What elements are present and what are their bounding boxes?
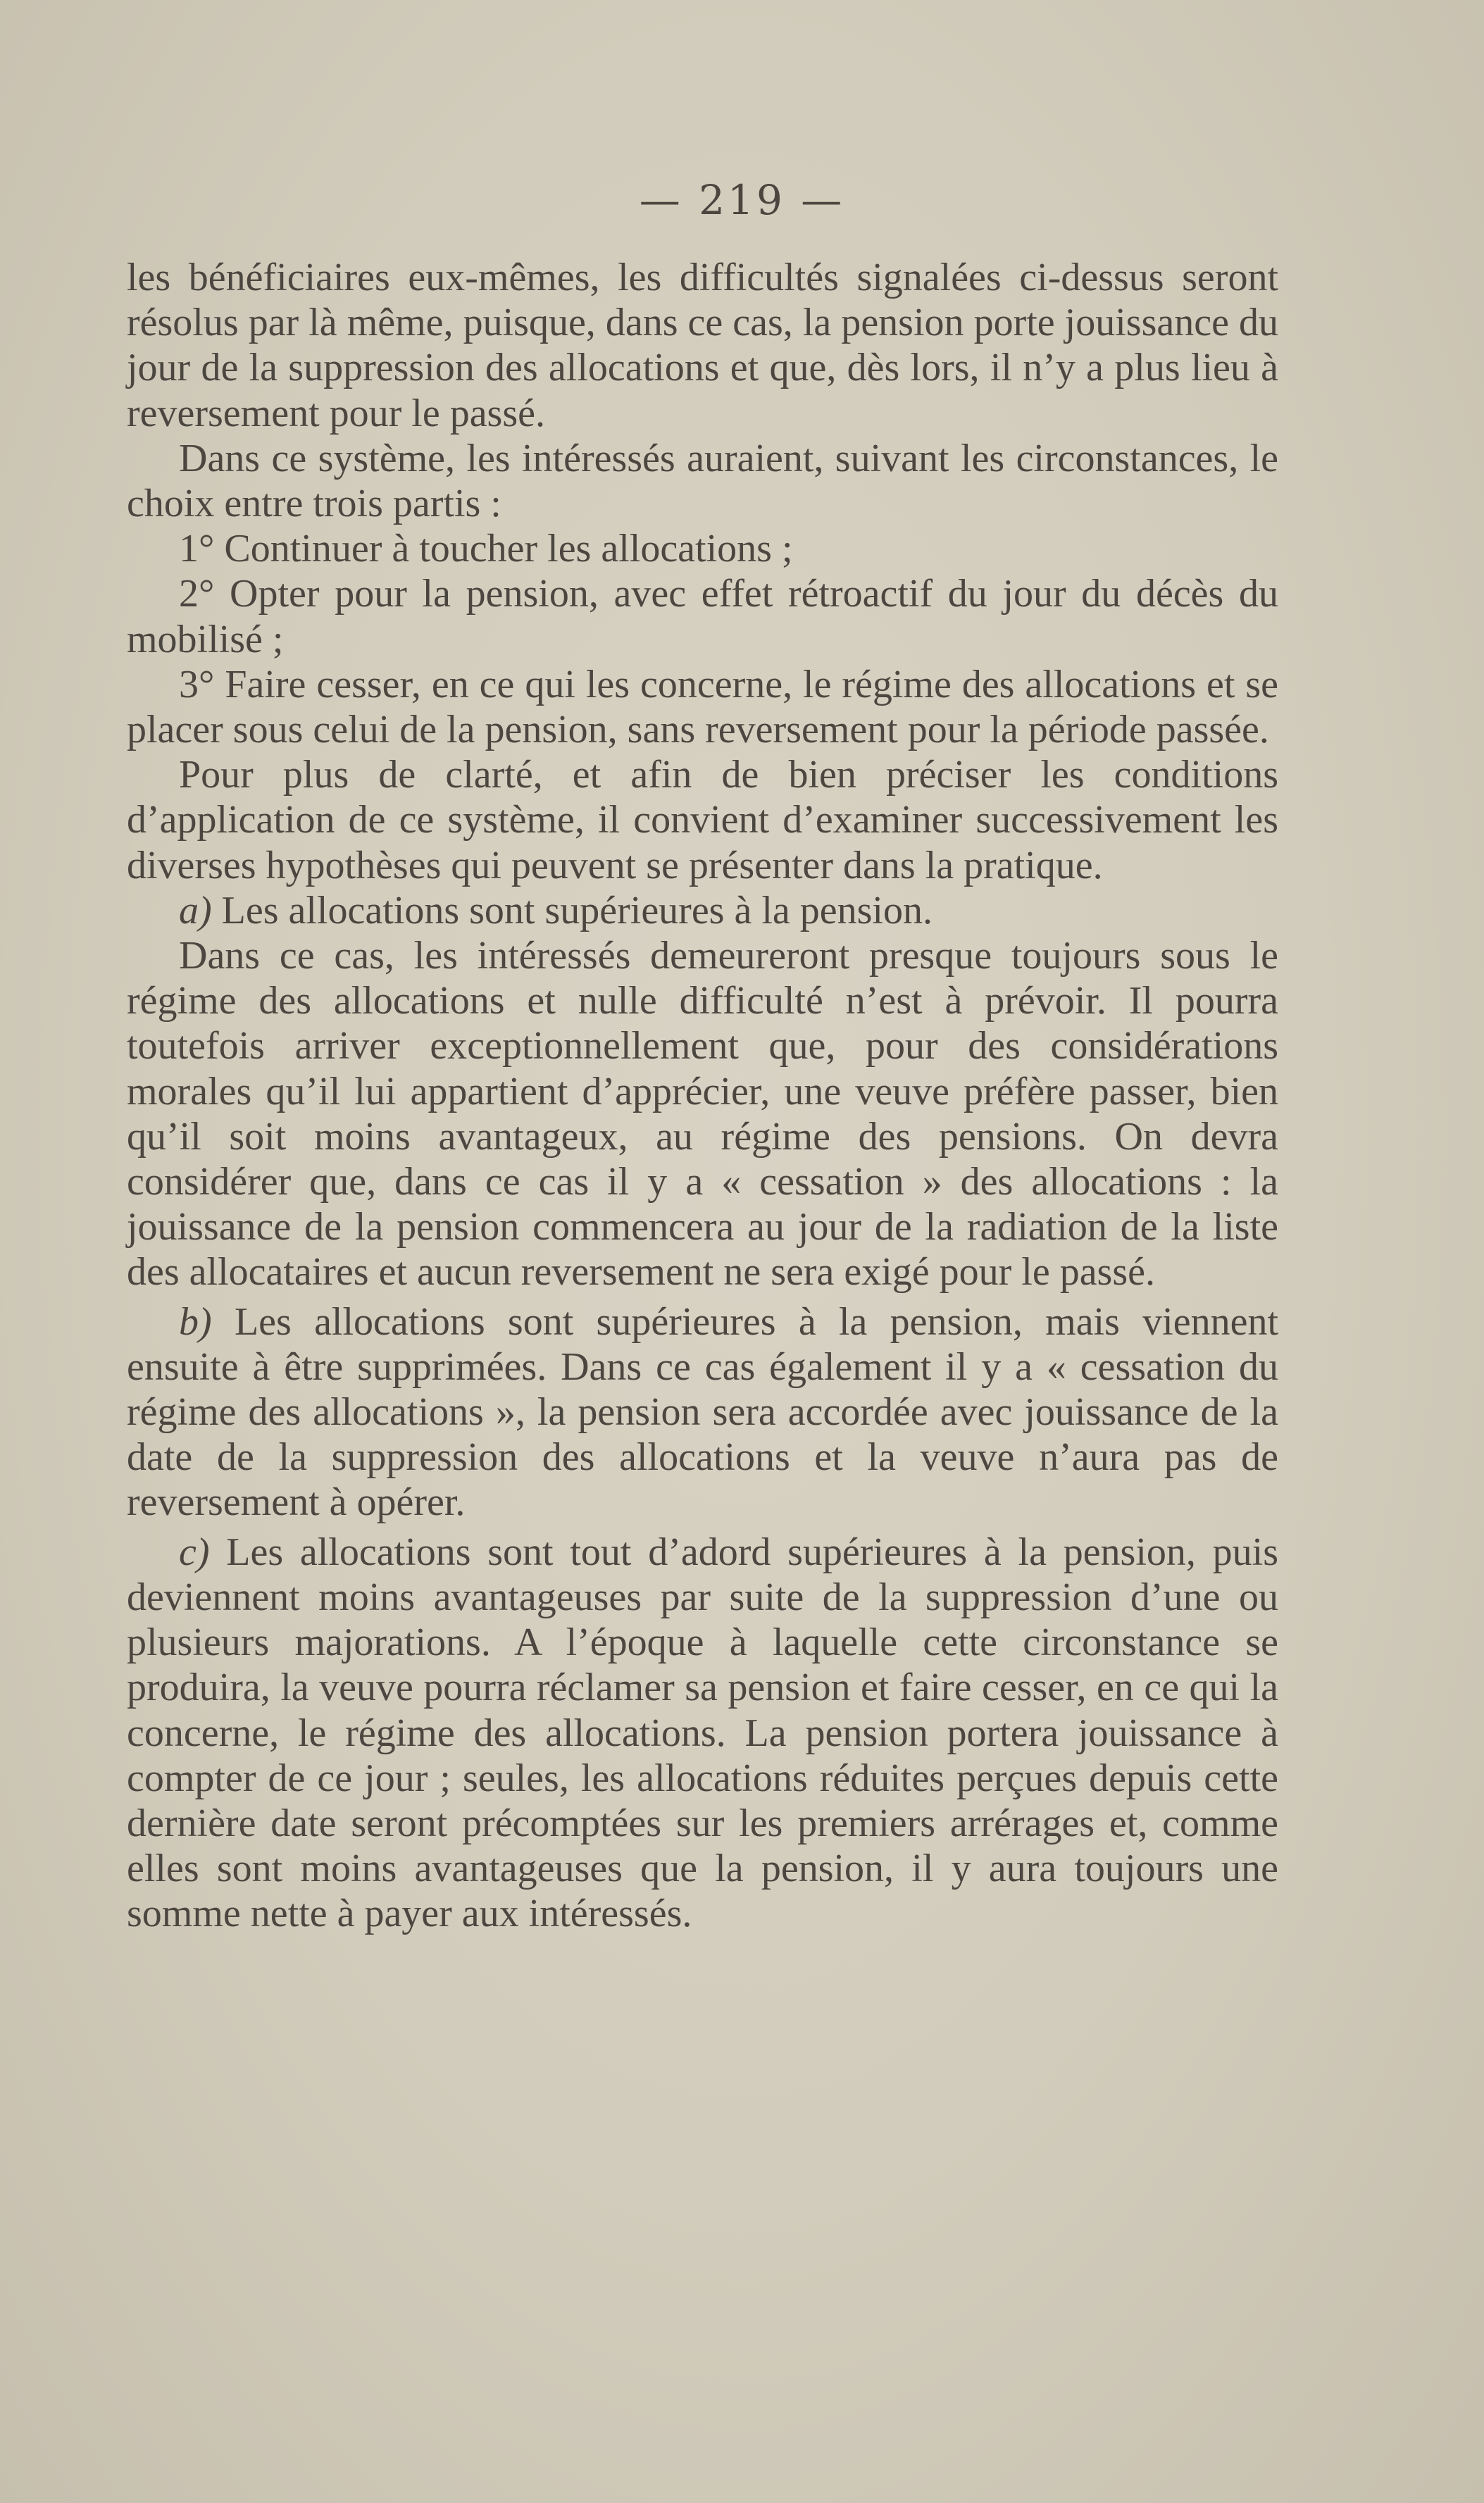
page-number: — 219 — (639, 176, 845, 224)
case-label-b: b) (179, 1299, 212, 1344)
paragraph-text: Les allocations sont supérieures à la pension. (221, 888, 933, 932)
list-item-option-2 (127, 571, 1278, 661)
paragraph-text: Les allocations sont tout d’adord supérieures à la pension, puis deviennent moins avantageuses par suite de la suppression d’une ou plusieurs majorations. A l’époque à laquelle cette circonstance se produira, la veuve pourra réclamer sa pension et faire cesser, en ce qui la concerne, le régime des allocations. La pension portera jouissance à compter de ce jour ; seules, les allocations réduites perçues depuis cette dernière date seront précomptées sur les premiers arrérages et, comme elles sont moins avantageuses que la pension, il y aura toujours une somme nette à payer aux intéressés. (127, 1530, 1279, 1936)
paragraph-choices-intro (127, 436, 1278, 526)
paragraph-text: Dans ce cas, les intéressés demeureront presque toujours sous le régime des allocations et nulle difficulté n’est à prévoir. Il pourra toutefois arriver exceptionnellement que, pour des considérations morales qu’il lui appartient d’apprécier, une veuve préfère passer, bien qu’il soit moins avantageux, au régime des pensions. On devra considérer que, dans ce cas il y a « cessation » des allocations : la jouissance de la pension commencera au jour de la radiation de la liste des allocataires et aucun reversement ne sera exigé pour le passé. (127, 934, 1278, 1294)
body-text (127, 255, 1278, 1937)
paragraph-text: Pour plus de clarté, et afin de bien préciser les conditions d’application de ce système, il convient d’examiner successivement les diverses hypothèses qui peuvent se présenter dans la pratique. (127, 753, 1278, 887)
paragraph-text: Dans ce système, les intéressés auraient, suivant les circonstances, le choix entre trois partis : (127, 436, 1278, 526)
list-item-option-1 (127, 526, 1278, 571)
paragraph-text: 2° Opter pour la pension, avec effet rétroactif du jour du décès du mobilisé ; (127, 572, 1278, 661)
case-b (127, 1299, 1278, 1525)
paragraph-text: Les allocations sont supérieures à la pension, mais viennent ensuite à être supprimées. Dans ce cas également il y a « cessation du régime des allocations », la pension sera accordée avec jouissance de la date de la suppression des allocations et la veuve n’aura pas de reversement à opérer. (127, 1299, 1278, 1525)
paragraph-text: 1° Continuer à toucher les allocations ; (179, 527, 793, 571)
paragraph-text: les bénéficiaires eux-mêmes, les difficultés signalées ci-dessus seront résolus par là même, puisque, dans ce cas, la pension porte jouissance du jour de la suppression des allocations et que, dès lors, il n’y a plus lieu à reversement pour le passé. (127, 256, 1278, 435)
case-a-heading (127, 888, 1278, 933)
list-item-option-3 (127, 662, 1278, 752)
case-label-c: c) (179, 1530, 210, 1574)
paragraph-continuation (127, 255, 1278, 436)
paragraph-text: 3° Faire cesser, en ce qui les concerne, le régime des allocations et se placer sous celui de la pension, sans reversement pour la période passée. (127, 662, 1278, 752)
case-label-a: a) (179, 888, 212, 932)
case-a-body (127, 933, 1278, 1295)
paragraph-hypotheses-intro (127, 752, 1278, 888)
case-c (127, 1530, 1278, 1937)
